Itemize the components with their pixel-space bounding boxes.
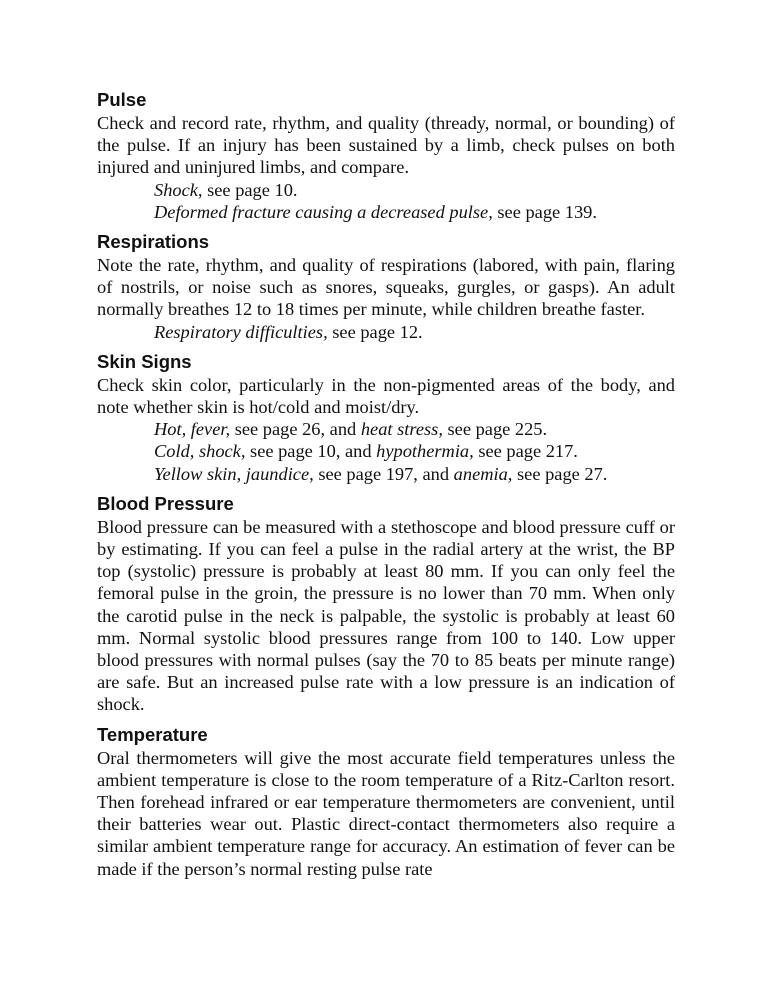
paragraph-skin-signs: Check skin color, particularly in the non-pigmented areas of the body, and note whether skin is hot/cold and moist/dry.	[97, 374, 675, 418]
ref-text: see page 12.	[327, 321, 423, 342]
ref-text: see page 27.	[512, 463, 608, 484]
section-respirations	[97, 230, 675, 343]
section-pulse	[97, 88, 675, 223]
ref-italic: Respiratory difficulties,	[154, 321, 328, 342]
heading-pulse: Pulse	[97, 89, 147, 110]
document-page	[97, 88, 675, 887]
ref-italic: heat stress,	[360, 419, 443, 440]
ref-text: see page 139.	[492, 201, 597, 222]
refs-skin-signs	[97, 418, 675, 485]
ref-line	[97, 418, 675, 440]
heading-skin-signs: Skin Signs	[97, 350, 192, 372]
ref-line	[97, 440, 675, 462]
section-skin-signs	[97, 350, 675, 485]
ref-italic: Cold, shock,	[154, 441, 246, 462]
heading-respirations: Respirations	[97, 231, 210, 253]
ref-text: see page 217.	[473, 441, 578, 462]
paragraph-temperature: Oral thermometers will give the most accurate field temperatures unless the ambient temperature is close to the room temperature of a Ritz-Carlton resort. Then forehead infrared or ear temperature thermometers are convenient, until their batteries wear out. Plastic direct-contact thermometers also require a similar ambient temperature range for accuracy. An estimation of fever can be made if the person’s normal resting pulse rate	[97, 747, 675, 879]
heading-blood-pressure: Blood Pressure	[97, 492, 234, 514]
ref-italic: Shock,	[154, 179, 203, 200]
paragraph-respirations: Note the rate, rhythm, and quality of respirations (labored, with pain, flaring of nostrils, or noise such as snores, squeaks, gurgles, or gasps). An adult normally breathes 12 to 18 times per minute, while children breathe faster.	[97, 255, 675, 320]
paragraph-pulse: Check and record rate, rhythm, and quality (thready, normal, or bounding) of the pulse. If an injury has been sustained by a limb, check pulses on both injured and uninjured limbs, and compare.	[97, 113, 675, 178]
heading-temperature: Temperature	[97, 723, 208, 745]
refs-pulse	[97, 179, 675, 223]
ref-line	[97, 321, 675, 343]
ref-italic: hypothermia,	[376, 441, 474, 462]
ref-line	[97, 201, 675, 223]
ref-italic: Deformed fracture causing a decreased pulse,	[154, 201, 493, 222]
ref-text: see page 10, and	[245, 441, 377, 462]
ref-text: see page 10.	[202, 179, 298, 200]
refs-respirations	[97, 321, 675, 343]
section-temperature	[97, 723, 675, 880]
ref-italic: Yellow skin, jaundice,	[154, 463, 314, 484]
ref-line	[97, 179, 675, 201]
ref-italic: Hot, fever,	[154, 419, 231, 440]
ref-text: see page 225.	[442, 419, 548, 440]
ref-line	[97, 463, 675, 485]
ref-text: see page 26, and	[230, 419, 361, 440]
ref-text: see page 197, and	[313, 463, 454, 484]
paragraph-blood-pressure: Blood pressure can be measured with a stethoscope and blood pressure cuff or by estimating. If you can feel a pulse in the radial artery at the wrist, the BP top (systolic) pressure is probably at least 80 mm. If you can only feel the femoral pulse in the groin, the pressure is no lower than 70 mm. When only the carotid pulse in the neck is palpable, the systolic is probably at least 60 mm. Normal systolic blood pressures range from 100 to 140. Low upper blood pressures with normal pulses (say the 70 to 85 beats per minute range) are safe. But an increased pulse rate with a low pressure is an indication of shock.	[97, 516, 675, 715]
ref-italic: anemia,	[453, 463, 513, 484]
section-blood-pressure	[97, 492, 675, 716]
